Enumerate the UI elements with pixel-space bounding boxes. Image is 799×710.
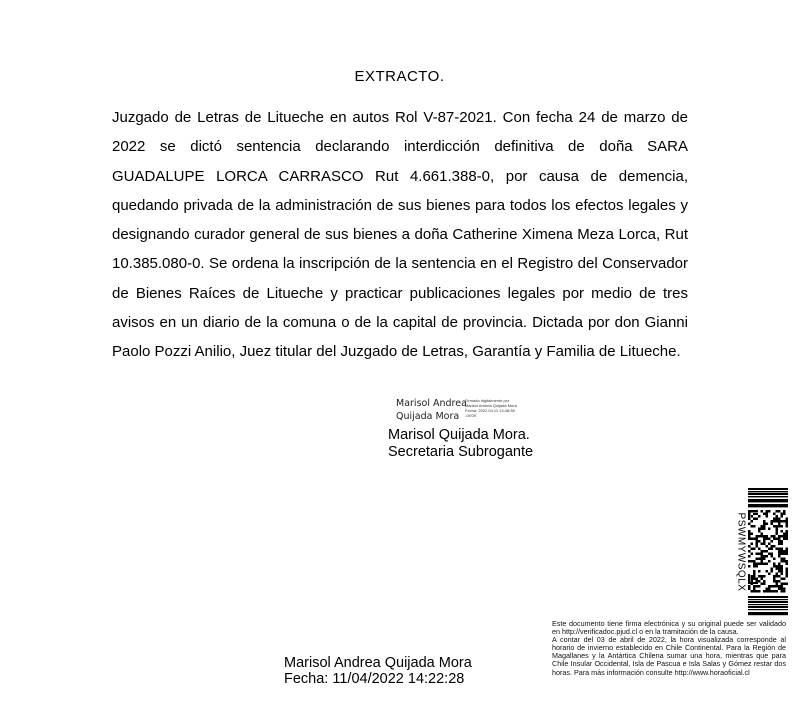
footer-signature: [284, 655, 472, 687]
verification-code: PSWMYWSQLX: [735, 512, 747, 592]
signature-meta-line3: Fecha: 2022.04.11 13:48:38: [465, 408, 515, 413]
document-title: EXTRACTO.: [354, 68, 445, 85]
signature-name-line2: Quijada Mora: [396, 411, 460, 422]
verification-notice-2: A contar del 03 de abril de 2022, la hora visualizada corresponde al horario de invierno establecido en Chile Continental. Para la Región de Magallanes y la Antártica Chilena sumar una hora, mientras que para Chile Insular Occidental, Isla de Pascua e Isla Salas y Gómez restar dos horas. Para más información consulte http://www.horaoficial.cl: [552, 635, 786, 677]
signature-meta-line2: Marisol Andrea Quijada Mora: [465, 403, 517, 408]
signer-role: Secretaria Subrogante: [388, 444, 534, 460]
digital-signature-stamp: [396, 397, 546, 423]
footer-signer-name: Marisol Andrea Quijada Mora: [284, 655, 472, 671]
signer-name: Marisol Quijada Mora.: [388, 427, 530, 443]
footer-date: Fecha: 11/04/2022 14:22:28: [284, 671, 465, 687]
verification-code-block: [735, 488, 788, 616]
signer-block: [388, 427, 533, 461]
verification-notice-1: Este documento tiene firma electrónica y su original puede ser validado en http://verificadoc.pjud.cl o en la tramitación de la causa.: [552, 619, 786, 637]
signature-meta-line1: Firmado digitalmente por: [465, 398, 510, 403]
signature-name-line1: Marisol Andrea: [396, 398, 467, 409]
signature-meta-line4: -04'00': [465, 413, 477, 418]
verification-notice: [552, 620, 786, 677]
barcode-icon: [735, 488, 788, 616]
signature-meta: [465, 398, 545, 418]
signature-name: [396, 397, 467, 423]
document-body: Juzgado de Letras de Litueche en autos Rol V-87-2021. Con fecha 24 de marzo de 2022 se dictó sentencia declarando interdicción definitiva de doña SARA GUADALUPE LORCA CARRASCO Rut 4.661.388-0, por causa de demencia, quedando privada de la administración de sus bienes para todos los efectos legales y designando curador general de sus bienes a doña Catherine Ximena Meza Lorca, Rut 10.385.080-0. Se ordena la inscripción de la sentencia en el Registro del Conservador de Bienes Raíces de Litueche y practicar publicaciones legales por medio de tres avisos en un diario de la comuna o de la capital de provincia. Dictada por don Gianni Paolo Pozzi Anilio, Juez titular del Juzgado de Letras, Garantía y Familia de Litueche.: [112, 109, 688, 361]
